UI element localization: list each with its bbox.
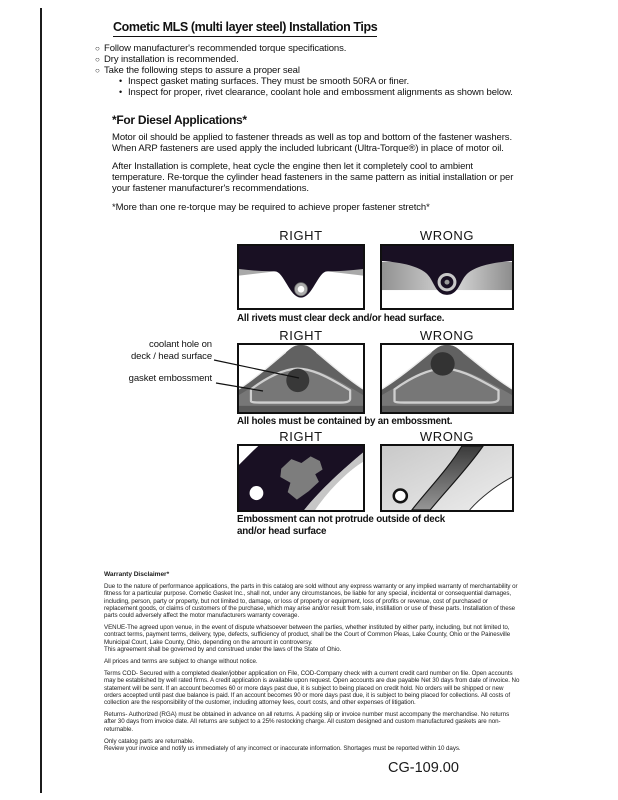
annotation-text: coolant hole on: [149, 339, 212, 350]
tip-text: Dry installation is recommended.: [104, 54, 239, 65]
list-item: [95, 54, 525, 65]
list-item: [95, 65, 525, 76]
diesel-heading: *For Diesel Applications*: [112, 113, 247, 127]
diagram-protrusion-wrong: [380, 444, 514, 512]
protrusion-wrong-drawing: [382, 446, 512, 510]
filled-bullet-icon: •: [119, 87, 123, 97]
right-label: RIGHT: [279, 328, 323, 343]
diesel-note: *More than one re-torque may be required to achieve proper fastener stretch*: [112, 201, 430, 213]
annotation-text: gasket embossment: [128, 373, 212, 384]
installation-tips-list: [95, 43, 525, 98]
wrong-label: WRONG: [419, 429, 475, 444]
diagram-rivet-wrong: [380, 244, 514, 310]
open-bullet-icon: ○: [95, 66, 100, 75]
legal-paragraph: Terms COD- Secured with a completed dealer/jobber application on File, COD-Company check with a current credit card number on file. Open accounts may be established by well rated firms. A credit application is available upon request. Open accounts are due payable Net 30 days from date of invoice. No statement will be sent. If an account becomes 60 or more days past due, it is subject to being placed on credit hold. No orders will be shipped or new orders accepted until past due balance is paid. If an account becomes 90 or more days past due, it is subject to being placed for collections. All costs of collection are the responsibility of the customer, including attorney fees, court costs, and other expenses of litigation.: [104, 670, 520, 707]
page-edge-rule: [40, 8, 42, 793]
filled-bullet-icon: •: [119, 76, 123, 86]
tip-text: Inspect gasket mating surfaces. They must be smooth 50RA or finer.: [128, 76, 410, 87]
legal-paragraph: Returns- Authorized (RGA) must be obtained in advance on all returns. A packing slip or invoice number must accompany the merchandise. No returns after 30 days from invoice date. All returns are subject to a 25% restocking charge. All custom designed and custom manufactured gaskets are non-returnable.: [104, 711, 510, 733]
caption-line: Embossment can not protrude outside of deck: [237, 514, 446, 525]
diagram-protrusion-right: [237, 444, 365, 512]
legal-paragraph: Due to the nature of performance applications, the parts in this catalog are sold without any express warranty or any implied warranty of merchantability or fitness for a particular purpose. Cometic Gasket Inc., shall not, under any circumstances, be liable for any special, incidental or consequential damages, including, person, party or property, but not limited to, damage, or loss of property or equipment, loss of profits or revenue, cost of purchased or replacement goods, or claims of customers of the purchase, which may arise and/or result from sale, instillation or use of these parts. Installation of these parts could adversely affect the motor manufacturers warranty coverage.: [104, 583, 518, 620]
legal-paragraph: Only catalog parts are returnable.: [104, 737, 195, 745]
list-sub-item: [119, 76, 525, 87]
embossment-wrong-drawing: [382, 345, 512, 412]
legal-paragraph: This agreement shall be governed by and construed under the laws of the State of Ohio.: [104, 645, 342, 653]
annotation-text: deck / head surface: [130, 350, 212, 362]
wrong-label: WRONG: [419, 228, 475, 243]
warranty-heading: Warranty Disclaimer*: [104, 571, 170, 578]
tip-text: Inspect for proper, rivet clearance, coolant hole and embossment alignments as shown below.: [128, 87, 513, 98]
right-label: RIGHT: [279, 228, 323, 243]
wrong-label: WRONG: [419, 328, 475, 343]
tip-text: Take the following steps to assure a proper seal: [104, 65, 300, 76]
open-bullet-icon: ○: [95, 55, 100, 64]
right-label: RIGHT: [279, 429, 323, 444]
diesel-applications-section: [112, 115, 514, 214]
list-sub-item: [119, 87, 525, 98]
annotation-leader-lines: [100, 336, 310, 400]
legal-paragraph: Review your invoice and notify us immediately of any incorrect or inaccurate information. Shortages must be reported within 10 days.: [104, 745, 461, 753]
rivet-right-drawing: [239, 246, 363, 308]
list-item: [95, 43, 525, 54]
open-bullet-icon: ○: [95, 44, 100, 53]
diagram-caption: All rivets must clear deck and/or head surface.: [237, 313, 445, 324]
protrusion-right-drawing: [239, 446, 363, 510]
diagram-caption: [237, 514, 445, 538]
rivet-wrong-drawing: [382, 246, 512, 308]
diagram-caption: All holes must be contained by an embossment.: [237, 416, 453, 427]
tip-text: Follow manufacturer's recommended torque specifications.: [104, 43, 347, 54]
page-title: Cometic MLS (multi layer steel) Installation Tips: [113, 20, 377, 37]
diagram-rivet-right: [237, 244, 365, 310]
diagram-embossment-wrong: [380, 343, 514, 414]
page-number: CG-109.00: [388, 760, 459, 776]
diesel-paragraph: After Installation is complete, heat cycle the engine then let it completely cool to ambient temperature. Re-torque the cylinder head fasteners in the same pattern as initial installation or per your fastener manufacturer's recommendations.: [112, 161, 514, 194]
caption-line: and/or head surface: [237, 526, 327, 537]
diesel-paragraph: Motor oil should be applied to fastener threads as well as top and bottom of the fastener washers. When ARP fasteners are used apply the included lubricant (Ultra-Torque®) in place of motor oil.: [112, 131, 512, 154]
legal-paragraph: VENUE-The agreed upon venue, in the event of dispute whatsoever between the parties, whether instituted by either party, including, but not limited to, contract terms, payment terms, delivery, type, defects, sufficiency of product, shall be the Court of Common Pleas, Lake County, Ohio or the Painesville Municipal Court, Lake County, Ohio, depending on the amount in controversy.: [104, 624, 511, 646]
legal-section: [104, 571, 522, 752]
legal-paragraph: All prices and terms are subject to change without notice.: [104, 658, 258, 666]
